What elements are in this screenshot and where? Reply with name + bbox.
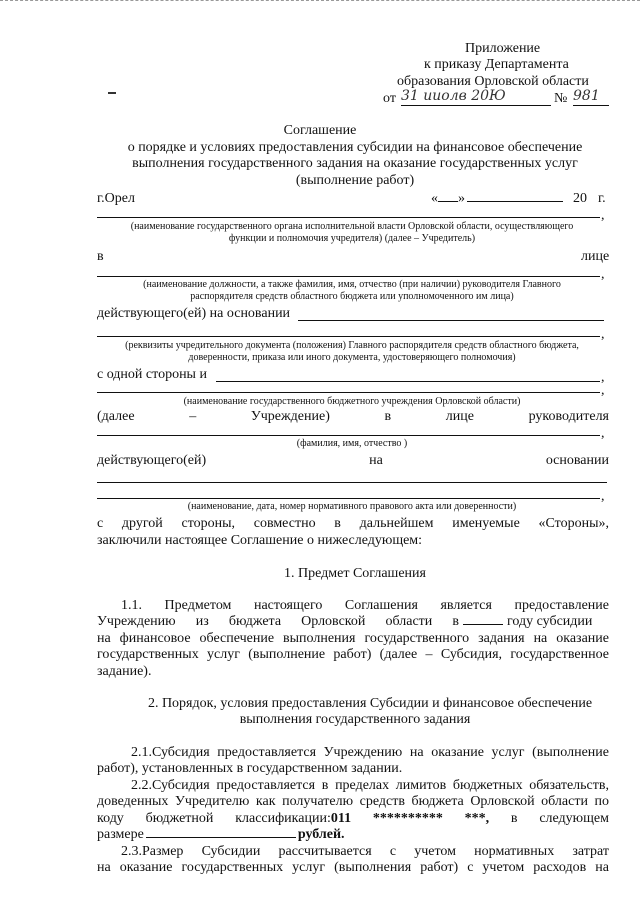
s2-p22-l2: доведенных Учредителю как получателю средств бюджета Орловской области по <box>97 794 609 809</box>
section2-heading2: выполнения государственного задания <box>239 712 471 727</box>
s2-p23-l1: 2.3.Размер Субсидии рассчитывается с учетом нормативных затрат <box>121 844 609 859</box>
caption-2a: (наименование должности, а также фамилия, имя, отчество (при наличии) руководителя Главного <box>143 279 561 290</box>
header-date-line <box>383 90 609 107</box>
blank-line-1 <box>97 217 600 218</box>
title-line3: выполнения государственного задания на оказание государственных услуг <box>132 156 578 171</box>
caption-6: (наименование, дата, номер нормативного правового акта или доверенности) <box>187 501 517 512</box>
other-side-line: с другой стороны, совместно в дальнейшем именуемые «Стороны», <box>97 516 609 531</box>
scan-edge <box>0 0 640 7</box>
acting-label: действующего(ей) на основании <box>97 306 291 321</box>
concluded-line: заключили настоящее Соглашение о нижеследующем: <box>97 533 423 548</box>
s1-p1-l1: 1.1. Предметом настоящего Соглашения является предоставление <box>121 598 609 613</box>
number-handwritten: 981 <box>573 88 609 106</box>
city: г.Орел <box>97 191 135 206</box>
s2-p21-l1: 2.1.Субсидия предоставляется Учреждению на оказание услуг (выполнение <box>131 745 609 760</box>
date-handwritten: 31 ииолв 20Ю <box>401 88 551 106</box>
s2-p23-l2: на оказание государственных услуг (выполнения работ) с учетом расходов на <box>97 860 609 875</box>
blank-line-4a <box>216 381 600 382</box>
scan-mark <box>108 92 116 94</box>
s2-p22-l1: 2.2.Субсидия предоставляется в пределах лимитов бюджетных обязательств, <box>131 778 609 793</box>
one-side-label: с одной стороны и <box>97 367 207 382</box>
s1-p1-l5: задание). <box>97 664 152 679</box>
section1-heading: 1. Предмет Соглашения <box>284 566 426 581</box>
caption-5: (фамилия, имя, отчество ) <box>296 438 408 449</box>
title-line2: о порядке и условиях предоставления субсидии на финансовое обеспечение <box>127 140 583 155</box>
lice-label: лице <box>581 249 610 264</box>
header-line1: Приложение <box>465 41 541 56</box>
title-line4: (выполнение работ) <box>295 173 415 188</box>
s2-p22-l4: размере рублей. <box>97 827 345 842</box>
acting2-line: действующего(ей) на основании <box>97 453 609 468</box>
blank-line-4b <box>97 392 600 393</box>
blank-line-6b <box>97 498 600 499</box>
s1-p1-l3: на финансовое обеспечение выполнения государственного задания на оказание <box>97 631 609 646</box>
v-label: в <box>97 249 104 264</box>
caption-1a: (наименование государственного органа исполнительной власти Орловской области, осуществляющего <box>130 221 574 232</box>
date-blank: « » <box>431 190 563 207</box>
caption-4: (наименование государственного бюджетного учреждения Орловской области) <box>183 396 521 407</box>
dalee-line: (далее – Учреждение) в лице руководителя <box>97 409 609 424</box>
s2-p22-l3: коду бюджетной классификации:011 ********** ***, в следующем <box>97 811 609 826</box>
ot-label: от <box>383 91 396 106</box>
title-line1: Соглашение <box>283 123 357 138</box>
s1-p1-l4: государственных услуг (выполнение работ) (далее – Субсидия, государственное <box>97 647 609 662</box>
s1-p1-l2: Учреждению из бюджета Орловской области в году субсидии <box>97 614 593 629</box>
header-line3: образования Орловской области <box>397 74 589 89</box>
year-suffix: г. <box>598 191 606 206</box>
blank-line-2 <box>97 276 600 277</box>
blank-line-6a <box>97 482 607 483</box>
caption-2b: распорядителя средств областного бюджета или уполномоченного им лица) <box>190 291 514 302</box>
year: 20 <box>573 191 587 206</box>
blank-line-3a <box>298 320 604 321</box>
section2-heading1: 2. Порядок, условия предоставления Субсидии и финансовое обеспечение <box>147 696 593 711</box>
caption-3a: (реквизиты учредительного документа (положения) Главного распорядителя средств областного бюджета, <box>125 340 579 351</box>
number-sign: № <box>554 91 568 106</box>
caption-3b: доверенности, приказа или иного документа, удостоверяющего полномочия) <box>188 352 516 363</box>
blank-line-3b <box>97 336 600 337</box>
s2-p21-l2: работ), установленных в государственном задании. <box>97 761 403 776</box>
blank-line-5 <box>97 435 600 436</box>
header-line2: к приказу Департамента <box>424 57 569 72</box>
caption-1b: функции и полномочия учредителя) (далее – Учредитель) <box>228 233 476 244</box>
